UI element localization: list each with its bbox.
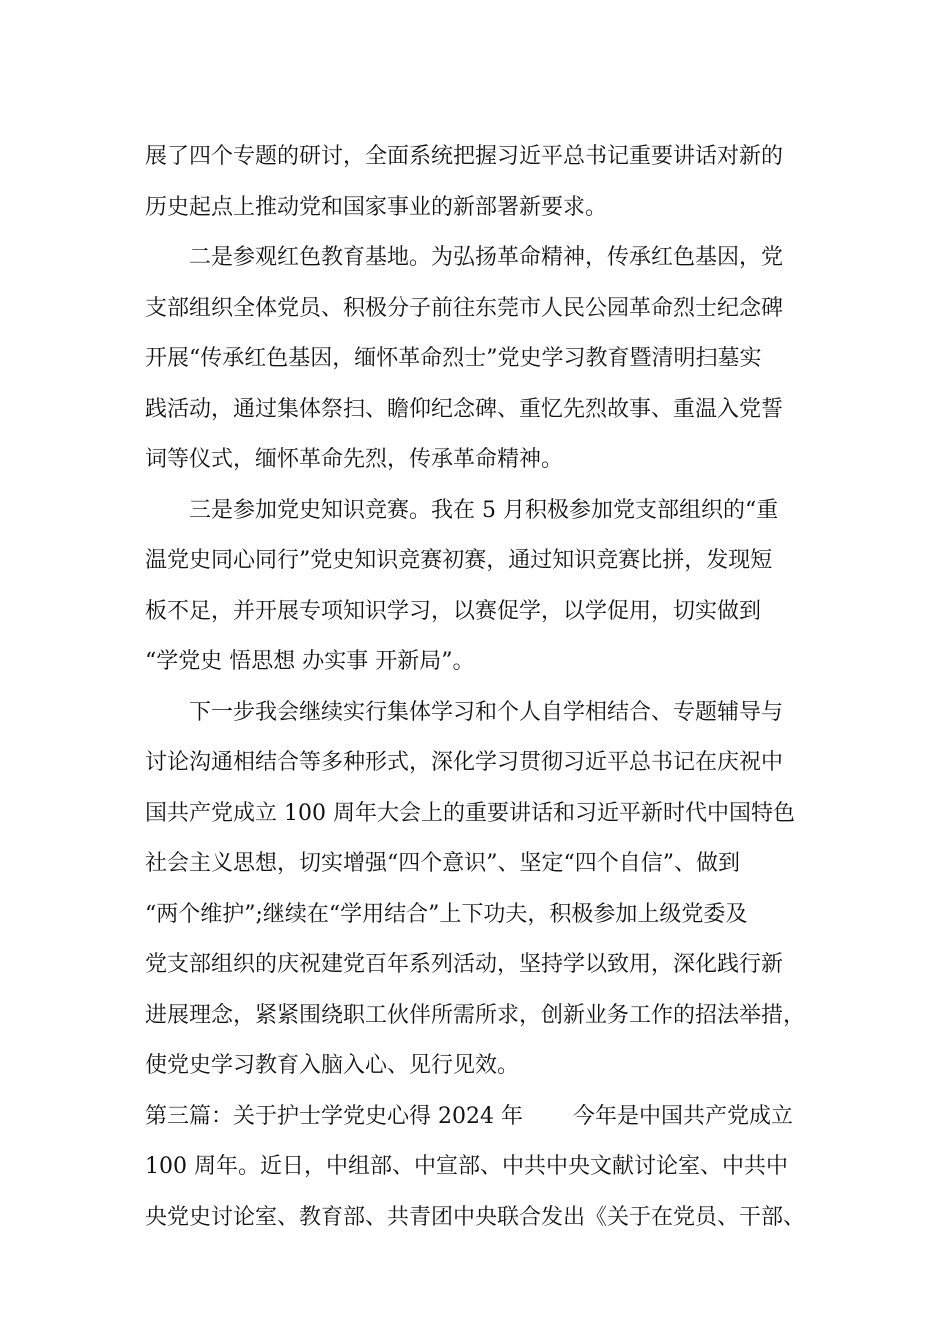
text-line: 100 周年。近日，中组部、中宣部、中共中央文献讨论室、中共中: [145, 1154, 788, 1179]
section-heading: 第三篇：关于护士学党史心得 2024 年: [145, 1103, 523, 1129]
text-line: 党支部组织的庆祝建党百年系列活动，坚持学以致用，深化践行新: [145, 952, 784, 977]
paragraph-first-line: 下一步我会继续实行集体学习和个人自学相结合、专题辅导与: [189, 699, 784, 725]
text-line: 支部组织全体党员、积极分子前往东莞市人民公园革命烈士纪念碑: [145, 295, 784, 321]
text-line: 历史起点上推动党和国家事业的新部署新要求。: [145, 194, 608, 220]
text-line: “学党史 悟思想 办实事 开新局”。: [145, 649, 475, 674]
section-heading-tail: 今年是中国共产党成立: [572, 1103, 793, 1129]
text-line: 开展“传承红色基因，缅怀革命烈士”党史学习教育暨清明扫墓实: [145, 346, 762, 371]
text-line: 展了四个专题的研讨，全面系统把握习近平总书记重要讲话对新的: [145, 144, 784, 169]
text-line: 社会主义思想，切实增强“四个意识”、坚定“四个自信”、做到: [145, 851, 740, 876]
section-heading-line: [145, 1092, 825, 1143]
paragraph-first-line: 二是参观红色教育基地。为弘扬革命精神，传承红色基因，党: [189, 245, 784, 270]
text-line: 温党史同心同行”党史知识竞赛初赛，通过知识竞赛比拼，发现短: [145, 548, 773, 573]
text-line: 践活动，通过集体祭扫、瞻仰纪念碑、重忆先烈故事、重温入党誓: [145, 396, 784, 422]
paragraph-first-line: 三是参加党史知识竞赛。我在 5 月积极参加党支部组织的“重: [189, 497, 779, 523]
text-line: 央党史讨论室、教育部、共青团中央联合发出《关于在党员、干部、: [145, 1204, 806, 1230]
text-line: 使党史学习教育入脑入心、见行见效。: [145, 1053, 520, 1078]
text-line: 进展理念，紧紧围绕职工伙伴所需所求，创新业务工作的招法举措，: [145, 1002, 806, 1028]
text-line: 国共产党成立 100 周年大会上的重要讲话和习近平新时代中国特色: [145, 800, 795, 826]
text-line: 词等仪式，缅怀革命先烈，传承革命精神。: [145, 447, 564, 472]
text-line: 讨论沟通相结合等多种形式，深化学习贯彻习近平总书记在庆祝中: [145, 750, 784, 775]
text-line: “两个维护”;继续在“学用结合”上下功夫，积极参加上级党委及: [145, 901, 748, 927]
text-line: 板不足，并开展专项知识学习，以赛促学，以学促用，切实做到: [145, 598, 762, 624]
document-page: [145, 132, 825, 1243]
